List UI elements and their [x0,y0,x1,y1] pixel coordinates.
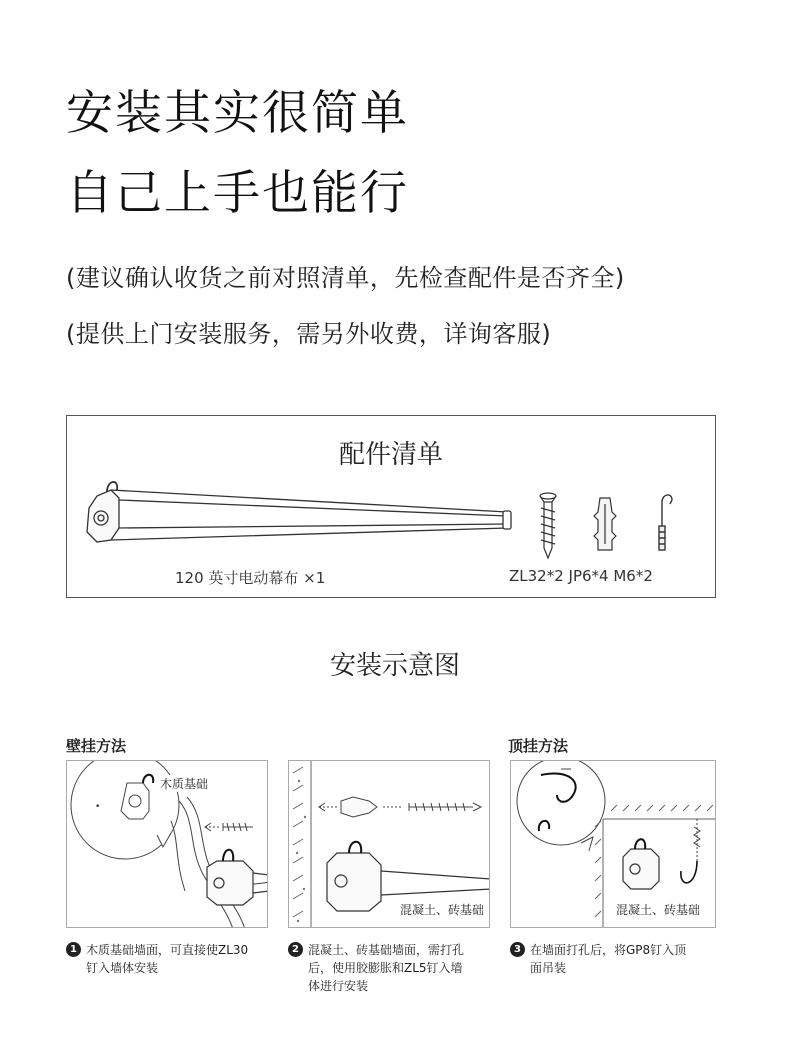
anchor-icon [594,498,616,550]
parts-list-box [66,415,716,598]
concrete-label: 混凝土、砖基础 [400,903,485,917]
check-note: (建议确认收货之前对照清单，先检查配件是否齐全) [66,264,625,292]
step-3-line-2: 面吊装 [530,961,567,975]
hook-bolt-icon [659,495,672,550]
concrete-label-ceiling: 混凝土、砖基础 [616,903,701,917]
step-2-line-3: 体进行安装 [308,979,369,993]
service-note: (提供上门安装服务，需另外收费，详询客服) [66,320,552,348]
svg-text:•: • [95,802,101,812]
screen-housing-icon [87,482,511,542]
step-1-number: 1 [66,942,81,957]
step-3-line-1: 在墙面打孔后，将GP8钉入顶 [530,943,687,957]
screen-caption: 120 英寸电动幕布 ×1 [175,569,326,587]
step-2-number: 2 [288,942,303,957]
accessories-caption: ZL32*2 JP6*4 M6*2 [509,567,653,585]
wood-label: 木质基础 [160,777,209,791]
headline-line2: 自己上手也能行 [66,166,409,221]
diagram-title: 安装示意图 [329,651,460,681]
step-3-number: 3 [510,942,525,957]
parts-list-title: 配件清单 [338,440,443,470]
panel-wood-wall [66,760,268,928]
wall-method-title: 壁挂方法 [66,737,127,755]
screw-icon [540,493,556,558]
panel-concrete-wall [288,760,490,928]
step-1-line-2: 钉入墙体安装 [86,961,159,975]
panel-ceiling [510,760,716,928]
step-2-line-2: 后，使用胶膨胀和ZL5钉入墙 [308,961,463,975]
ceiling-method-title: 顶挂方法 [508,737,569,755]
headline-line1: 安装其实很简单 [66,86,409,141]
step-2-line-1: 混凝土、砖基础墙面，需打孔 [308,943,465,957]
step-1-line-1: 木质基础墙面，可直接使ZL30 [86,943,249,957]
